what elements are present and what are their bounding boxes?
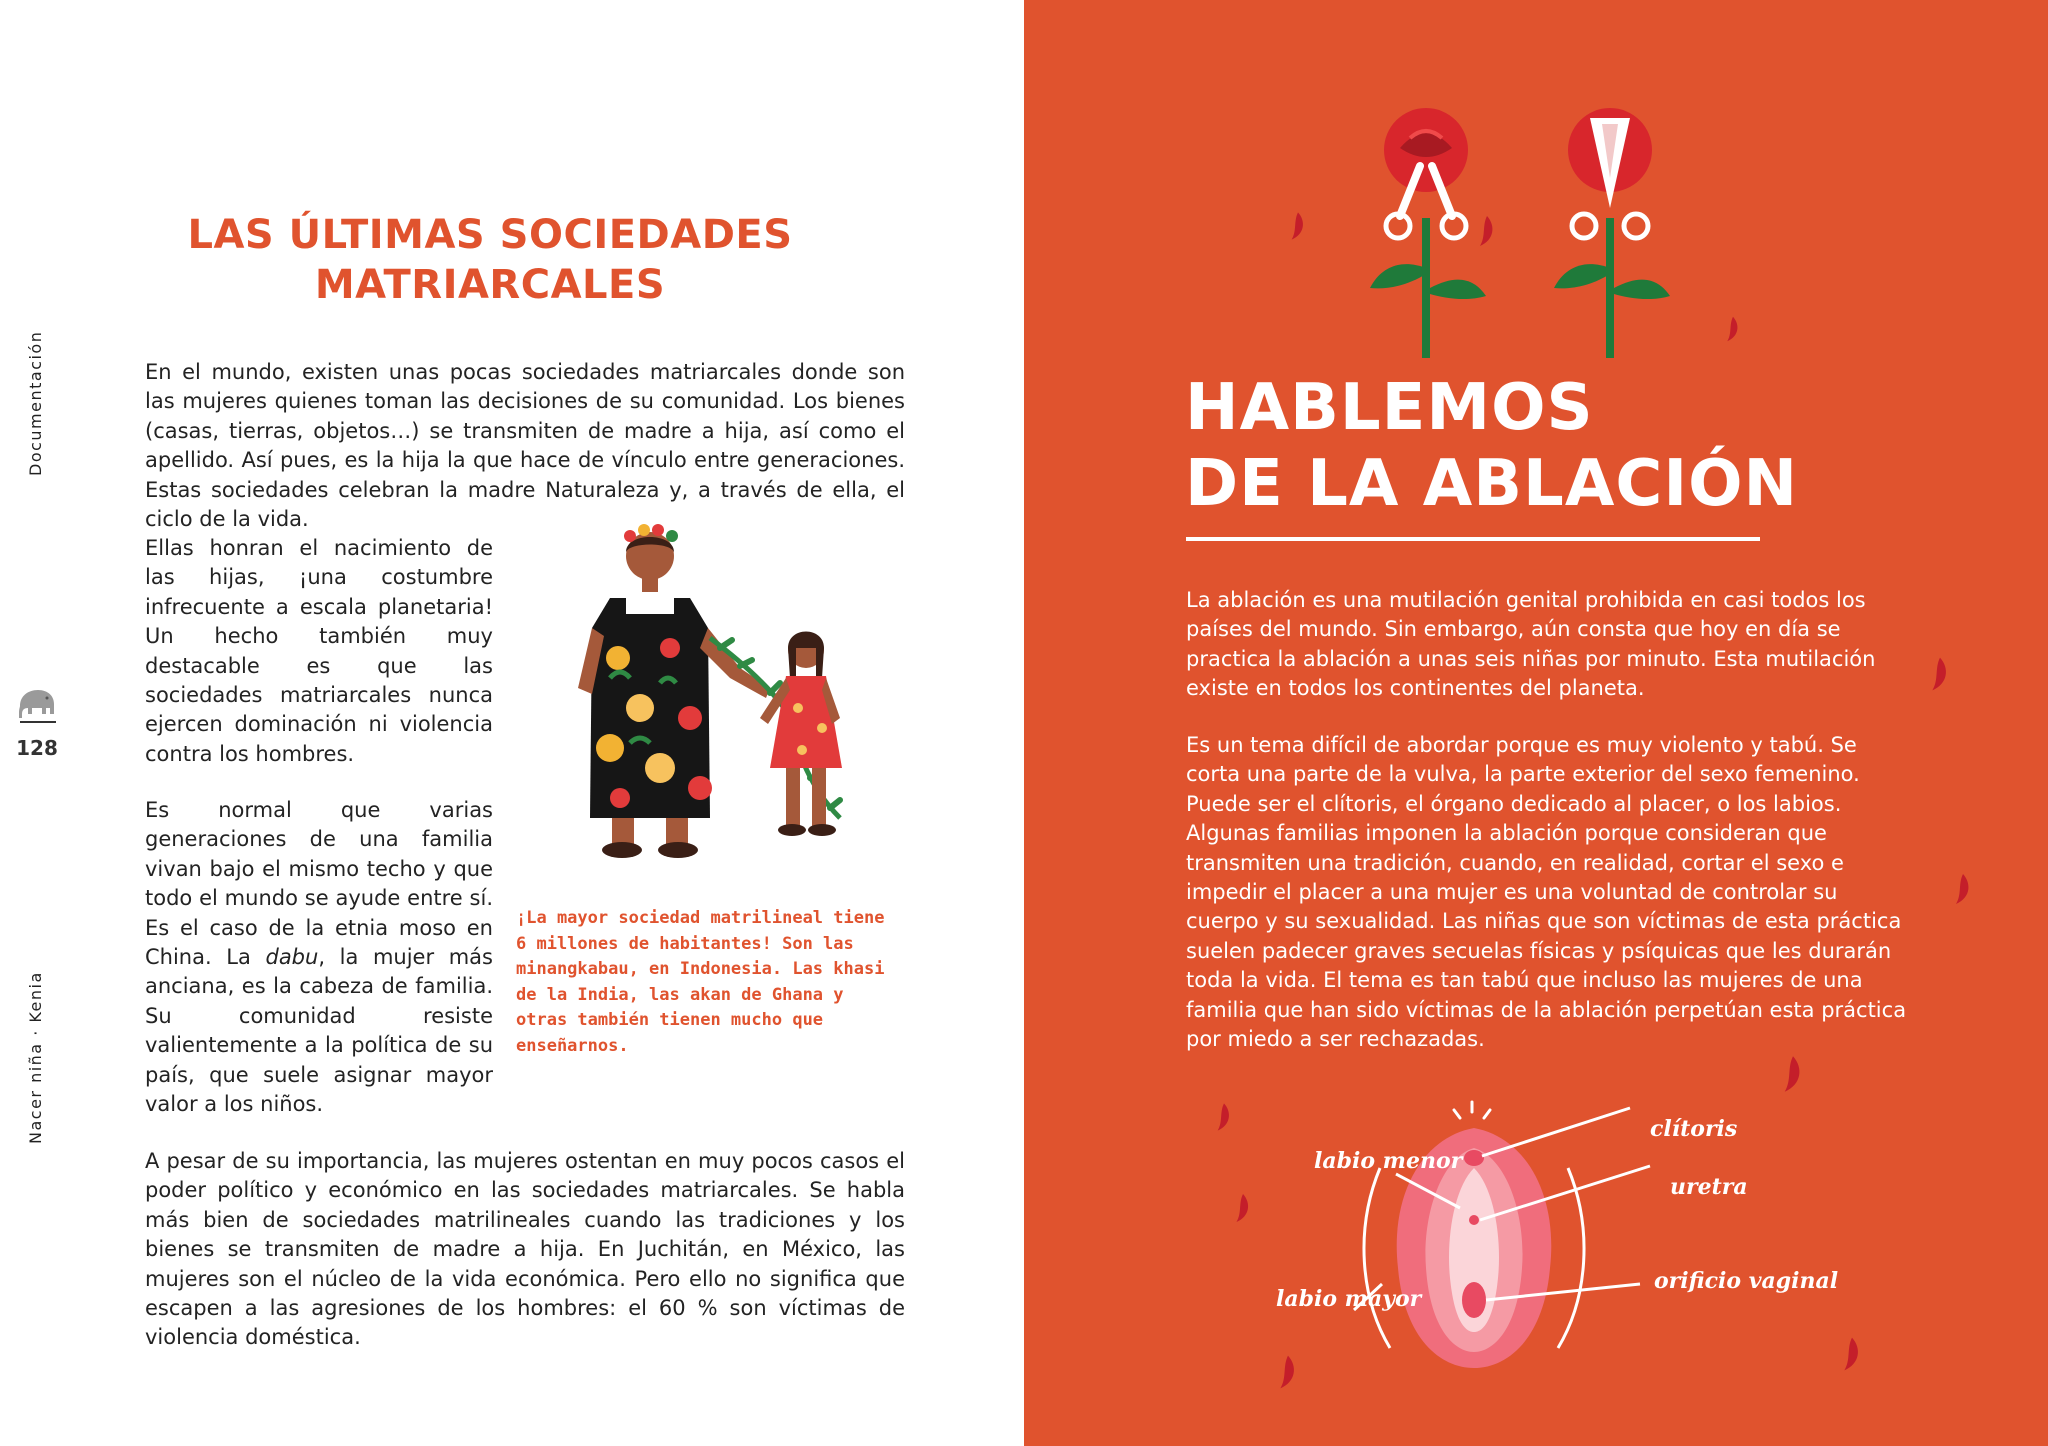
section-label: Documentación: [26, 330, 45, 476]
label-labio-menor: labio menor: [1314, 1148, 1463, 1174]
dabu-term: dabu: [265, 945, 319, 970]
petal-icon: [1214, 1094, 1234, 1140]
vulva-diagram: [1250, 1078, 1850, 1398]
title-line-2: MATRIARCALES: [314, 262, 666, 308]
elephant-icon: [14, 684, 60, 726]
petal-icon: [1724, 316, 1742, 342]
petal-icon: [1952, 862, 1974, 916]
page-title: [130, 210, 850, 310]
rose-left: [1370, 108, 1486, 358]
title-line-1: LAS ÚLTIMAS SOCIEDADES: [187, 212, 793, 258]
vulva-diagram-graphic: [1250, 1078, 1850, 1398]
page-number: 128: [16, 736, 58, 760]
right-title-line-2: DE LA ABLACIÓN: [1185, 447, 1799, 521]
mother-figure: [578, 524, 770, 858]
book-label: Nacer niña · Kenia: [26, 971, 45, 1144]
label-labio-mayor: labio mayor: [1276, 1286, 1422, 1312]
label-uretra: uretra: [1670, 1174, 1748, 1200]
paragraph-honor: Ellas honran el nacimiento de las hijas, ¡una costumbre infrecuente a escala planetaria! Un hecho también muy destacable es que las sociedades matriarcales nunca ejercen dominación ni violencia contra los hombres.: [145, 536, 493, 766]
petal-icon: [1288, 212, 1308, 240]
ablation-paragraph-2: Es un tema difícil de abordar porque es muy violento y tabú. Se corta una parte de la vulva, la parte exterior del sexo femenino. Puede ser el clítoris, el órgano dedicado al placer, o los labios. Algunas familias imponen la ablación porque consideran que transmiten una tradición, cuando, en realidad, cortar el sexo e impedir el placer a una mujer es una voluntad de controlar su cuerpo y su sexualidad. Las niñas que son víctimas de esta práctica suelen padecer graves secuelas físicas y psíquicas que les durarán toda la vida. El tema es tan tabú que incluso las mujeres de una familia que han sido víctimas de la ablación perpetúan esta práctica por miedo a ser rechazadas.: [1186, 733, 1907, 1052]
ablation-paragraph-1: La ablación es una mutilación genital prohibida en casi todos los países del mundo. Sin embargo, aún consta que hoy en día se practica la ablación a unas seis niñas por minuto. Esta mutilación existe en todos los continentes del planeta.: [1186, 588, 1876, 701]
label-orificio-vaginal: orificio vaginal: [1654, 1268, 1839, 1294]
paragraph-generations: [145, 796, 493, 1119]
paragraph-power: A pesar de su importancia, las mujeres ostentan en muy pocos casos el poder político y económico en las sociedades matriarcales. Se habla más bien de sociedades matrilineales cuando las tradiciones y los bienes se transmiten de madre a hija. En Juchitán, en México, las mujeres son el núcleo de la vida económica. Pero ello no significa que escapen a las agresiones de los hombres: el 60 % son víctimas de violencia doméstica.: [145, 1149, 905, 1350]
petal-icon: [1928, 656, 1952, 692]
right-title-line-1: HABLEMOS: [1185, 371, 1594, 445]
mother-daughter-illustration: [540, 518, 900, 888]
right-page-title: [1185, 370, 1885, 522]
label-clitoris: clítoris: [1650, 1116, 1738, 1142]
illustration-caption: ¡La mayor sociedad matrilineal tiene 6 millones de habitantes! Son las minangkabau, en Indonesia. Las khasi de la India, las akan de Ghana y otras también tienen mucho que enseñarnos.: [516, 908, 885, 1056]
paragraph-generations-b: , la mujer más anciana, es la cabeza de familia. Su comunidad resiste valientemente a la política de su país, que suele asignar mayor valor a los niños.: [145, 945, 493, 1117]
title-divider: [1186, 537, 1760, 541]
rose-right: [1554, 108, 1670, 358]
paragraph-intro: En el mundo, existen unas pocas sociedades matriarcales donde son las mujeres quienes toman las decisiones de su comunidad. Los bienes (casas, tierras, objetos…) se transmiten de madre a hija, así como el apellido. Así pues, es la hija la que hace de vínculo entre generaciones. Estas sociedades celebran la madre Naturaleza y, a través de ella, el ciclo de la vida.: [145, 360, 905, 532]
paragraph-generations-a: Es normal que varias generaciones de una familia vivan bajo el mismo techo y que todo el mundo se ayude entre sí. Es el caso de la etnia moso en China. La: [145, 798, 493, 970]
roses-scissors-illustration: [1340, 98, 1680, 358]
